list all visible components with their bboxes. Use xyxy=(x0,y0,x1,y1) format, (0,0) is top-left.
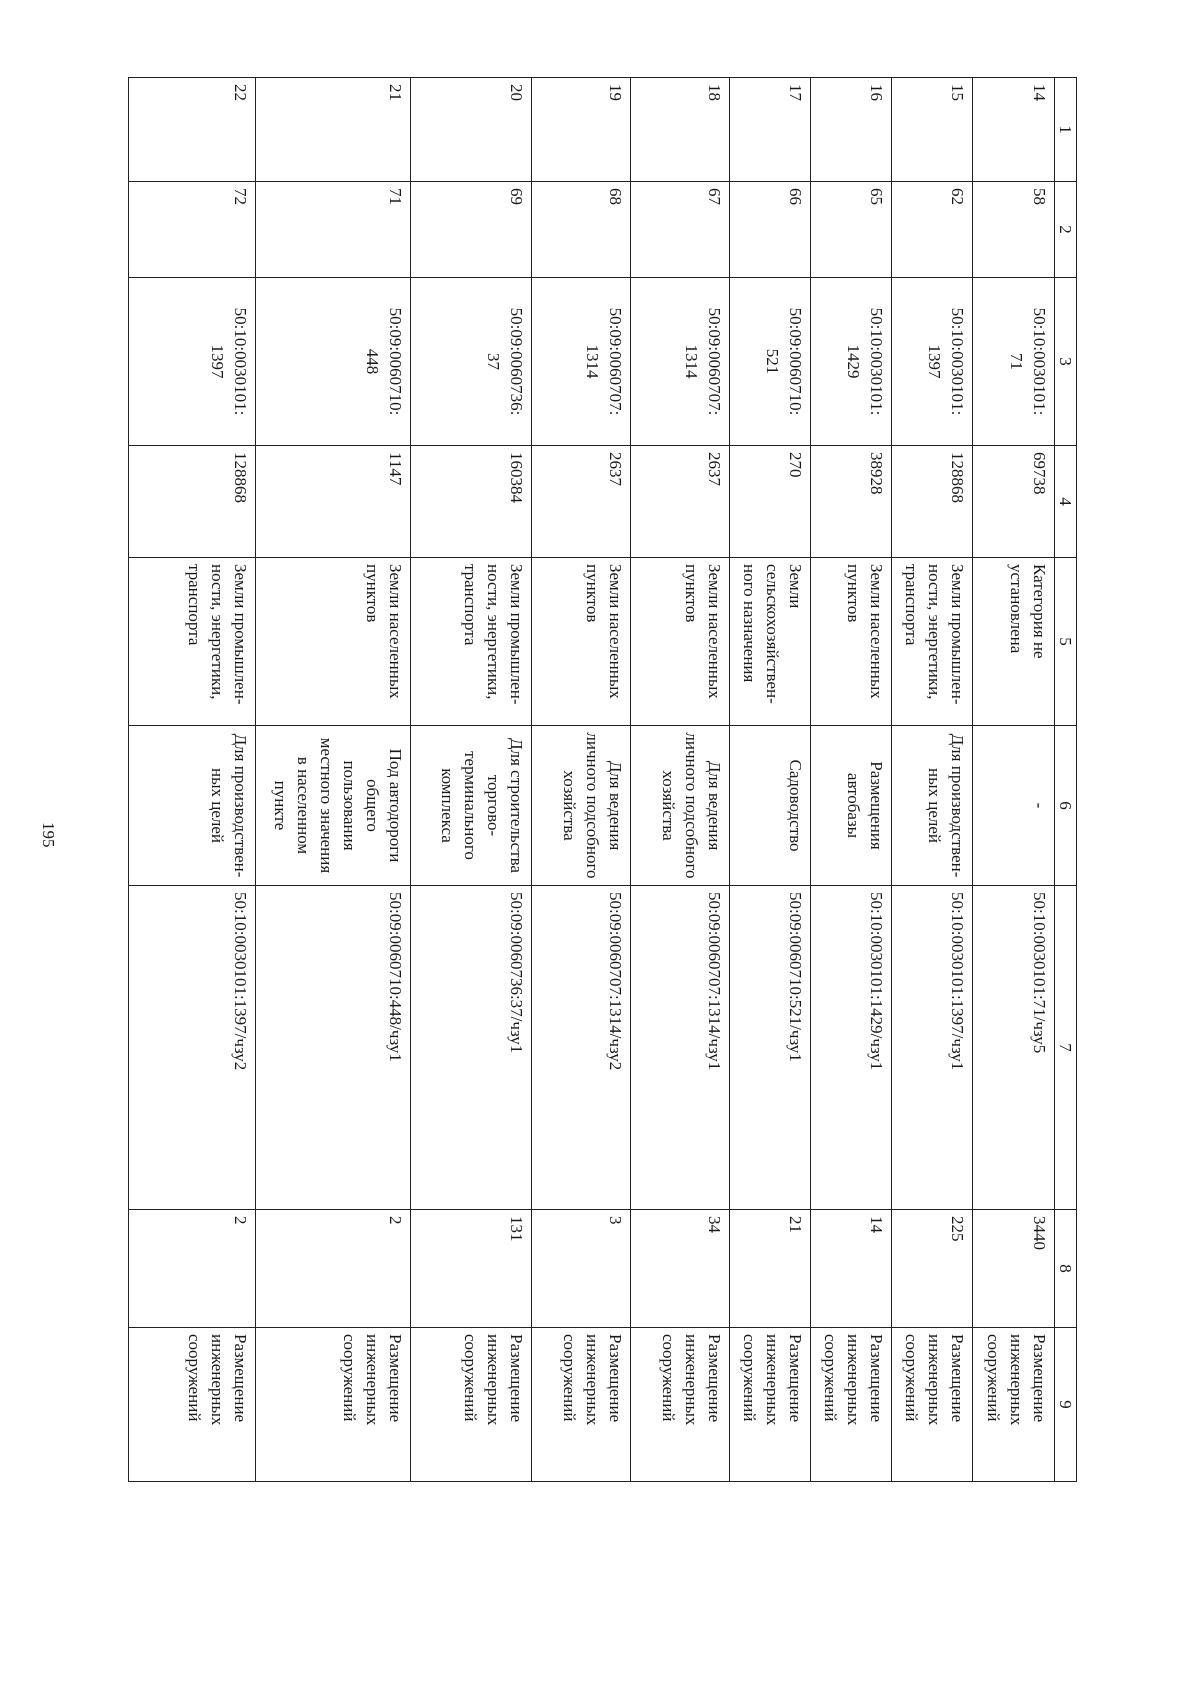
cell-text: 50:09:0060710: xyxy=(786,307,806,416)
part-cadastral-number-cell xyxy=(531,886,630,1210)
row-index-cell xyxy=(811,78,892,182)
cell-text: Размещение инженерных сооружений xyxy=(559,1334,625,1426)
cell-text: 50:10:0030101: xyxy=(867,307,887,416)
number-cell xyxy=(973,182,1054,278)
table-row xyxy=(410,78,531,1482)
cell-text: Для производствен-ных целей xyxy=(925,733,968,878)
cell-text: 65 xyxy=(867,188,887,205)
part-cadastral-number-cell xyxy=(973,886,1054,1210)
cell-text: 1429 xyxy=(844,344,864,379)
cell-text: 270 xyxy=(786,452,806,478)
cadastral-number-cell xyxy=(892,278,973,446)
cell-text: 50:10:0030101: xyxy=(948,307,968,416)
land-category-cell xyxy=(892,558,973,726)
land-category-cell xyxy=(630,558,729,726)
cell-text: 2 xyxy=(231,1216,251,1225)
cell-text: 21 xyxy=(786,1216,806,1233)
permitted-use-cell xyxy=(730,726,811,886)
cell-text: Размещение инженерных сооружений xyxy=(659,1334,725,1426)
permitted-use-cell xyxy=(129,726,256,886)
cell-text: 16 xyxy=(867,84,887,101)
cell-text: 50:10:0030101:1397/чзу2 xyxy=(231,892,251,1071)
purpose-cell xyxy=(129,1328,256,1482)
cell-text: 50:09:0060710:521/чзу1 xyxy=(786,892,806,1062)
col-header: 2 xyxy=(1054,182,1076,278)
number-cell xyxy=(256,182,411,278)
cell-text: 50:10:0030101:1429/чзу1 xyxy=(867,892,887,1071)
part-cadastral-number-cell xyxy=(730,886,811,1210)
cell-text: 71 xyxy=(1006,353,1026,370)
cadastral-number-cell xyxy=(410,278,531,446)
cell-text: 128868 xyxy=(231,452,251,503)
cell-text: 50:09:0060707:1314/чзу2 xyxy=(605,892,625,1071)
land-category-cell xyxy=(256,558,411,726)
cell-text: Земли населенных пунктов xyxy=(682,564,725,699)
col-header: 3 xyxy=(1054,278,1076,446)
row-index-cell xyxy=(256,78,411,182)
cell-text: Размещения автобазы xyxy=(844,761,887,850)
cell-text: Земли сельскохозяйствен-ного назначения xyxy=(740,564,806,704)
cadastral-number-cell xyxy=(973,278,1054,446)
purpose-cell xyxy=(892,1328,973,1482)
number-cell xyxy=(410,182,531,278)
purpose-cell xyxy=(973,1328,1054,1482)
purpose-cell xyxy=(531,1328,630,1482)
cell-text: Размещение инженерных сооружений xyxy=(460,1334,526,1426)
cell-text: Садоводство xyxy=(786,759,806,852)
cadastral-number-cell xyxy=(129,278,256,446)
cell-text: Земли промышлен-ности, энергетики, транспорта xyxy=(460,564,526,705)
cell-text: 50:10:0030101:1397/чзу1 xyxy=(948,892,968,1071)
permitted-use-cell xyxy=(531,726,630,886)
cadastral-number-cell xyxy=(531,278,630,446)
cell-text: Для производствен-ных целей xyxy=(208,733,251,878)
part-cadastral-number-cell xyxy=(892,886,973,1210)
cell-text: Земли населенных пунктов xyxy=(362,564,405,699)
number-cell xyxy=(730,182,811,278)
row-index-cell xyxy=(892,78,973,182)
area-cell xyxy=(630,446,729,558)
land-category-cell xyxy=(811,558,892,726)
col-header: 9 xyxy=(1054,1328,1076,1482)
part-cadastral-number-cell xyxy=(811,886,892,1210)
row-index-cell xyxy=(630,78,729,182)
number-cell xyxy=(630,182,729,278)
cell-text: 19 xyxy=(605,84,625,101)
cell-text: 50:09:0060710: xyxy=(385,307,405,416)
number-cell xyxy=(531,182,630,278)
part-area-cell xyxy=(630,1210,729,1328)
part-area-cell xyxy=(410,1210,531,1328)
cadastral-number-cell xyxy=(256,278,411,446)
cell-text: Земли населенных пунктов xyxy=(844,564,887,699)
cell-text: 69 xyxy=(506,188,526,205)
table-row xyxy=(892,78,973,1482)
area-cell xyxy=(892,446,973,558)
cell-text: 1314 xyxy=(582,344,602,379)
cell-text: 69738 xyxy=(1029,452,1049,495)
permitted-use-cell xyxy=(811,726,892,886)
cell-text: 448 xyxy=(362,348,382,375)
col-header: 1 xyxy=(1054,78,1076,182)
area-cell xyxy=(730,446,811,558)
part-area-cell xyxy=(892,1210,973,1328)
part-cadastral-number-cell xyxy=(630,886,729,1210)
cell-text: 50:09:0060707:1314/чзу1 xyxy=(705,892,725,1071)
part-area-cell xyxy=(256,1210,411,1328)
land-category-cell xyxy=(410,558,531,726)
cell-text: Для ведения личного подсобного хозяйства xyxy=(659,732,725,879)
row-index-cell xyxy=(730,78,811,182)
table-row xyxy=(129,78,256,1482)
cell-text: 3 xyxy=(605,1216,625,1225)
part-cadastral-number-cell xyxy=(129,886,256,1210)
table-rotated-container xyxy=(128,77,1077,1481)
cell-text: Для ведения личного подсобного хозяйства xyxy=(559,732,625,879)
cell-text: 14 xyxy=(1029,84,1049,101)
cell-text: 128868 xyxy=(948,452,968,503)
cell-text: 50:09:0060736:37/чзу1 xyxy=(506,892,526,1054)
cell-text: 68 xyxy=(605,188,625,205)
row-index-cell xyxy=(531,78,630,182)
land-plots-table xyxy=(128,77,1077,1482)
purpose-cell xyxy=(730,1328,811,1482)
col-header: 7 xyxy=(1054,886,1076,1210)
area-cell xyxy=(811,446,892,558)
table-row xyxy=(811,78,892,1482)
land-category-cell xyxy=(531,558,630,726)
col-header: 6 xyxy=(1054,726,1076,886)
cell-text: 21 xyxy=(385,84,405,101)
part-cadastral-number-cell xyxy=(410,886,531,1210)
cell-text: - xyxy=(1029,802,1049,809)
cell-text: 2637 xyxy=(605,452,625,486)
table-row xyxy=(256,78,411,1482)
cell-text: 521 xyxy=(763,348,783,375)
cell-text: Под автодороги общего пользования местного значения в населенном пункте xyxy=(270,737,405,874)
cell-text: Размещение инженерных сооружений xyxy=(339,1334,405,1426)
cell-text: 37 xyxy=(483,353,503,370)
cell-text: Земли промышлен-ности, энергетики, транспорта xyxy=(185,564,251,705)
cell-text: 225 xyxy=(948,1216,968,1242)
cell-text: 2637 xyxy=(705,452,725,486)
cell-text: 50:09:0060710:448/чзу1 xyxy=(385,892,405,1062)
cell-text: 50:09:0060736: xyxy=(506,307,526,416)
part-area-cell xyxy=(811,1210,892,1328)
cell-text: 14 xyxy=(867,1216,887,1233)
cell-text: 160384 xyxy=(506,452,526,503)
purpose-cell xyxy=(256,1328,411,1482)
part-area-cell xyxy=(973,1210,1054,1328)
cell-text: Категория не установлена xyxy=(1006,564,1049,659)
table-row xyxy=(531,78,630,1482)
cadastral-number-cell xyxy=(811,278,892,446)
cell-text: 22 xyxy=(231,84,251,101)
part-area-cell xyxy=(531,1210,630,1328)
cell-text: 17 xyxy=(786,84,806,101)
cell-text: 1397 xyxy=(208,344,228,379)
purpose-cell xyxy=(410,1328,531,1482)
row-index-cell xyxy=(973,78,1054,182)
permitted-use-cell xyxy=(256,726,411,886)
cell-text: 1397 xyxy=(925,344,945,379)
row-index-cell xyxy=(129,78,256,182)
cadastral-number-cell xyxy=(630,278,729,446)
cell-text: 34 xyxy=(705,1216,725,1233)
cell-text: Размещение инженерных сооружений xyxy=(821,1334,887,1426)
cell-text: 1147 xyxy=(385,452,405,486)
area-cell xyxy=(410,446,531,558)
cell-text: 71 xyxy=(385,188,405,205)
cell-text: 3440 xyxy=(1029,1216,1049,1250)
land-category-cell xyxy=(730,558,811,726)
permitted-use-cell xyxy=(973,726,1054,886)
cell-text: 50:09:0060707: xyxy=(705,307,725,416)
cell-text: 50:10:0030101: xyxy=(231,307,251,416)
permitted-use-cell xyxy=(410,726,531,886)
cell-text: 15 xyxy=(948,84,968,101)
cell-text: Размещение инженерных сооружений xyxy=(902,1334,968,1426)
area-cell xyxy=(531,446,630,558)
number-cell xyxy=(811,182,892,278)
cell-text: Земли населенных пунктов xyxy=(582,564,625,699)
cell-text: Земли промышлен-ности, энергетики, транспорта xyxy=(902,564,968,705)
cell-text: Размещение инженерных сооружений xyxy=(983,1334,1049,1426)
header-row xyxy=(1054,78,1076,1482)
cell-text: 72 xyxy=(231,188,251,205)
part-cadastral-number-cell xyxy=(256,886,411,1210)
page-number: 195 xyxy=(39,822,58,848)
col-header: 5 xyxy=(1054,558,1076,726)
cell-text: Размещение инженерных сооружений xyxy=(185,1334,251,1426)
col-header: 4 xyxy=(1054,446,1076,558)
cell-text: 1314 xyxy=(682,344,702,379)
cell-text: 38928 xyxy=(867,452,887,495)
cell-text: Для строительства торгово-терминального комплекса xyxy=(437,738,526,873)
cell-text: 50:10:0030101: xyxy=(1029,307,1049,416)
part-area-cell xyxy=(730,1210,811,1328)
table-row xyxy=(730,78,811,1482)
table-row xyxy=(973,78,1054,1482)
cell-text: 67 xyxy=(705,188,725,205)
land-category-cell xyxy=(129,558,256,726)
cell-text: 58 xyxy=(1029,188,1049,205)
land-category-cell xyxy=(973,558,1054,726)
col-header: 8 xyxy=(1054,1210,1076,1328)
cell-text: 50:09:0060707: xyxy=(605,307,625,416)
number-cell xyxy=(892,182,973,278)
purpose-cell xyxy=(630,1328,729,1482)
cell-text: 20 xyxy=(506,84,526,101)
row-index-cell xyxy=(410,78,531,182)
number-cell xyxy=(129,182,256,278)
cell-text: 131 xyxy=(506,1216,526,1242)
cadastral-number-cell xyxy=(730,278,811,446)
area-cell xyxy=(256,446,411,558)
cell-text: 2 xyxy=(385,1216,405,1225)
cell-text: 62 xyxy=(948,188,968,205)
cell-text: 66 xyxy=(786,188,806,205)
permitted-use-cell xyxy=(892,726,973,886)
area-cell xyxy=(129,446,256,558)
cell-text: 18 xyxy=(705,84,725,101)
table-row xyxy=(630,78,729,1482)
purpose-cell xyxy=(811,1328,892,1482)
permitted-use-cell xyxy=(630,726,729,886)
part-area-cell xyxy=(129,1210,256,1328)
area-cell xyxy=(973,446,1054,558)
cell-text: Размещение инженерных сооружений xyxy=(740,1334,806,1426)
cell-text: 50:10:0030101:71/чзу5 xyxy=(1029,892,1049,1054)
